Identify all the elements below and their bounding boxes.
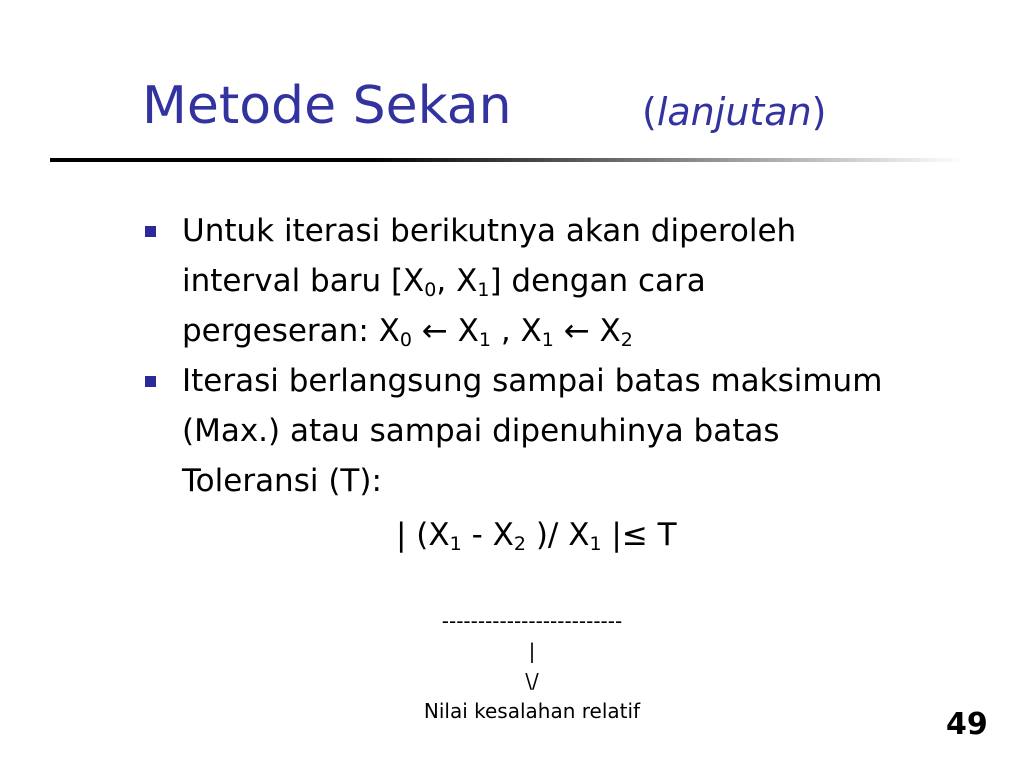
bullet-line: Toleransi (T): xyxy=(182,463,382,499)
annotation-arrow: \/ xyxy=(525,669,539,693)
bullet-line: pergeseran: $X_0$ ← $X_1$ , $X_1$ ← $X_2$ xyxy=(182,313,633,351)
bullet-line: (Max.) atau sampai dipenuhinya batas xyxy=(182,413,780,449)
bullet-list xyxy=(140,206,1000,506)
annotation-label: Nilai kesalahan relatif xyxy=(423,699,641,723)
annotation-pipe: | xyxy=(528,639,536,663)
annotation-dashes: ------------------------- xyxy=(441,609,623,633)
subtitle-open-paren: ( xyxy=(642,90,657,134)
square-bullet-icon xyxy=(145,376,156,387)
bullet-item-iteration-stop xyxy=(140,356,1000,506)
title-subtitle xyxy=(642,76,827,148)
square-bullet-icon xyxy=(145,226,156,237)
bullet-line: Untuk iterasi berikutnya akan diperoleh xyxy=(182,213,797,249)
title-main: Metode Sekan xyxy=(142,76,512,136)
title-divider xyxy=(50,158,964,162)
tolerance-formula: | ($X_1 - X_2$ )/ $X_1$ |≤ T xyxy=(396,517,677,555)
subtitle-close-paren: ) xyxy=(811,90,827,134)
relative-error-annotation xyxy=(412,606,652,726)
bullet-line: Iterasi berlangsung sampai batas maksimum xyxy=(182,363,883,399)
subtitle-italic: lanjutan xyxy=(656,90,812,134)
bullet-item-next-iteration xyxy=(140,206,1000,356)
page-number: 49 xyxy=(946,707,988,742)
bullet-line: interval baru [$X_0$, $X_1$] dengan cara xyxy=(182,263,706,301)
